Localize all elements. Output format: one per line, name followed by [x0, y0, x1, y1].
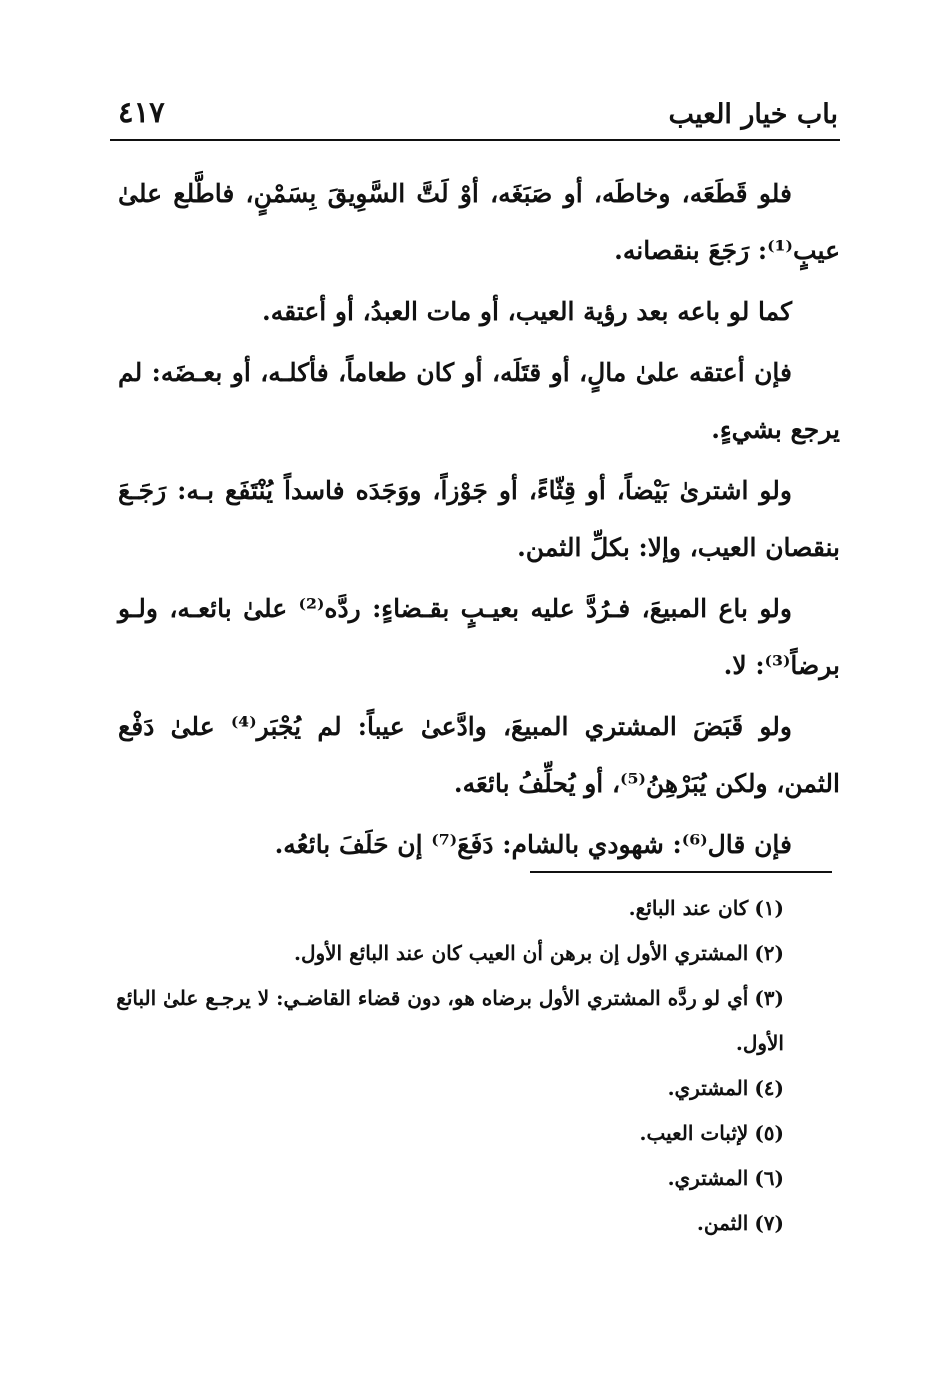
footnote-text: الثمن. [696, 1211, 749, 1235]
footnote [108, 1156, 828, 1201]
footnotes [108, 886, 828, 1246]
footnote-text: المشتري الأول إن برهن أن العيب كان عند البائع الأول. [294, 941, 749, 965]
page-number: ٤١٧ [118, 95, 165, 129]
footnote-text: المشتري. [667, 1166, 749, 1190]
footnote-number: (٧) [754, 1211, 784, 1235]
footnote [108, 1201, 828, 1246]
footnote-number: (٤) [754, 1076, 784, 1100]
paragraph: فإن أعتقه علىٰ مالٍ، أو قتَلَه، أو كان طعاماً، فأكلـه، أو بعـضَه: لم يرجع بشيءٍ. [118, 358, 840, 444]
footnote-text: لإثبات العيب. [639, 1121, 749, 1145]
footnote-separator [530, 871, 832, 873]
footnote-text: أي لو ردَّه المشتري الأول برضاه هو، دون قضاء القاضـي: لا يرجـع علىٰ البائع الأول. [116, 986, 784, 1055]
footnote-number: (٣) [754, 986, 784, 1010]
footnote-text: المشتري. [667, 1076, 749, 1100]
footnote-number: (٥) [754, 1121, 784, 1145]
footnote-number: (١) [754, 896, 784, 920]
footnote [108, 976, 828, 1066]
paragraph: ولو اشترىٰ بَيْضاً، أو قِثّاءً، أو جَوْزاً، ووَجَدَه فاسداً يُنْتَفَع بـه: رَجَـعَ بنقصان العيب، وإلا: بكلِّ الثمن. [118, 476, 840, 562]
paragraph: ولو قَبَضَ المشتري المبيعَ، وادَّعىٰ عيباً: لم يُجْبَر⁽⁴⁾ علىٰ دَفْع الثمن، ولكن يُبَرْهِنُ⁽⁵⁾، أو يُحلِّفُ بائعَه. [118, 712, 840, 798]
paragraph: كما لو باعه بعد رؤية العيب، أو مات العبدُ، أو أعتقه. [262, 297, 792, 326]
footnote-text: كان عند البائع. [628, 896, 749, 920]
footnote [108, 1066, 828, 1111]
footnote-number: (٦) [754, 1166, 784, 1190]
paragraph: فلو قَطَعَه، وخاطَه، أو صَبَغَه، أوْ لَتَّ السَّوِيقَ بِسَمْنٍ، فاطَّلع علىٰ عيبٍ⁽¹⁾: رَجَعَ بنقصانه. [118, 179, 840, 265]
paragraph: فإن قال⁽⁶⁾: شهودي بالشام: دَفَعَ⁽⁷⁾ إن حَلَفَ بائعُه. [274, 830, 792, 859]
running-title: باب خيار العيب [668, 99, 838, 130]
paragraph: ولو باع المبيعَ، فـرُدَّ عليه بعيـبٍ بقـضاءٍ: ردَّه⁽²⁾ علىٰ بائعـه، ولـو برضاً⁽³⁾: لا. [118, 594, 840, 680]
page-header [110, 95, 840, 141]
footnote-number: (٢) [754, 941, 784, 965]
main-text [118, 165, 840, 877]
footnote [108, 886, 828, 931]
footnote [108, 931, 828, 976]
footnote [108, 1111, 828, 1156]
